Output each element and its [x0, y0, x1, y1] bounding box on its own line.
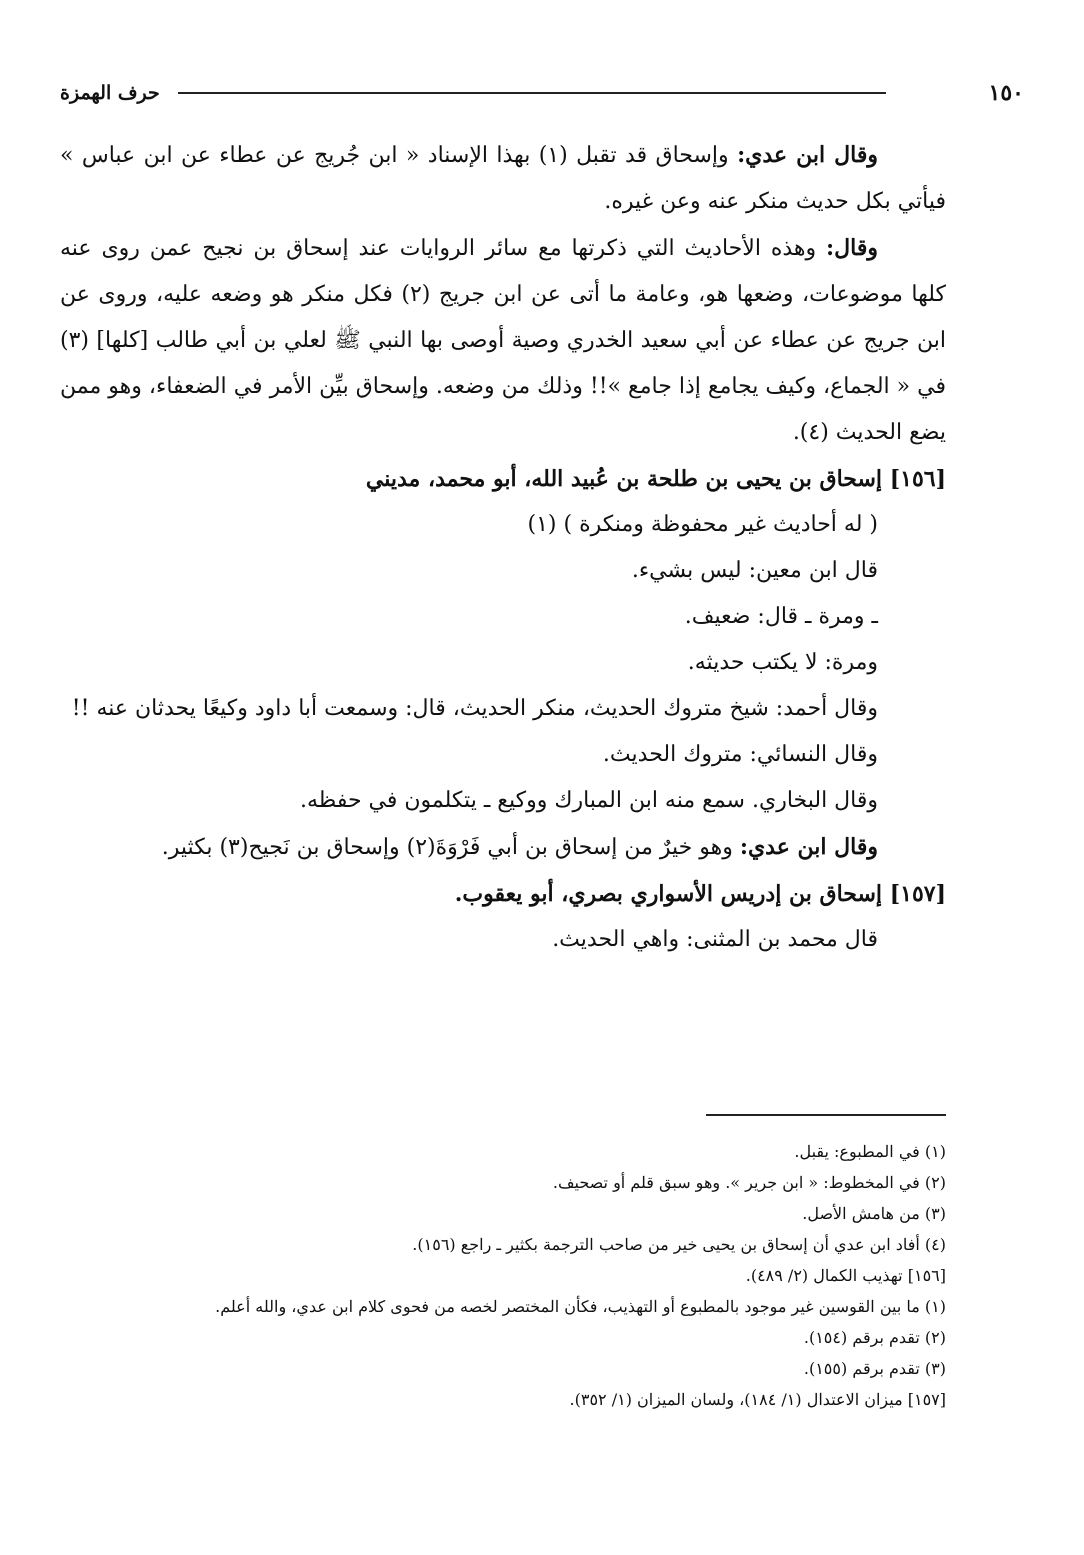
- entry-156-line: وقال النسائي: متروك الحديث.: [602, 742, 878, 767]
- entry-156-line: ـ ومرة ـ قال: ضعيف.: [684, 604, 878, 629]
- entry-156-line: وقال البخاري. سمع منه ابن المبارك ووكيع ـ يتكلمون في حفظه.: [299, 788, 878, 813]
- entry-156-line: [60, 824, 946, 871]
- paragraph-ibn-adi-1: [60, 132, 946, 225]
- speaker-label: وقال:: [826, 235, 878, 261]
- footnote-separator: [706, 1114, 946, 1116]
- footnote: (٢) تقدم برقم (١٥٤).: [803, 1328, 946, 1347]
- entry-heading-156: [١٥٦] إسحاق بن يحيى بن طلحة بن عُبيد الله، أبو محمد، مديني: [365, 466, 946, 492]
- header-rule: [178, 92, 886, 94]
- paragraph-text: وهو خيرٌ من إسحاق بن أبي فَرْوَةَ(٢) وإسحاق بن نَجيح(٣) بكثير.: [161, 835, 733, 860]
- speaker-label: وقال ابن عدي:: [737, 142, 879, 168]
- entry-156-line: ومرة: لا يكتب حديثه.: [687, 650, 878, 675]
- footnote: (٣) تقدم برقم (١٥٥).: [803, 1359, 946, 1378]
- footnote: (٤) أفاد ابن عدي أن إسحاق بن يحيى خير من صاحب الترجمة بكثير ـ راجع (١٥٦).: [412, 1235, 946, 1254]
- paragraph-text: وإسحاق قد تقبل (١) بهذا الإسناد « ابن جُريج عن عطاء عن ابن عباس » فيأتي بكل حديث منكر عنه وعن غيره.: [60, 143, 946, 214]
- paragraph-text: وهذه الأحاديث التي ذكرتها مع سائر الروايات عند إسحاق بن نجيح عمن روى عنه كلها موضوعات، وضعها هو، وعامة ما أتى عن ابن جريج (٢) فكل منكر هو وضعه عليه، وروى عن ابن جريج عن عطاء عن أبي سعيد الخدري وصية أوصى بها النبي ﷺ لعلي بن أبي طالب [كلها] (٣) في « الجماع، وكيف يجامع إذا جامع »!! وذلك من وضعه. وإسحاق بيِّن الأمر في الضعفاء، وهو ممن يضع الحديث (٤).: [60, 236, 946, 445]
- footnotes: [80, 1136, 946, 1415]
- entry-156-line: وقال أحمد: شيخ متروك الحديث، منكر الحديث، قال: وسمعت أبا داود وكيعًا يحدثان عنه !!: [71, 696, 878, 721]
- speaker-label: وقال ابن عدي:: [739, 834, 878, 860]
- footnote: (٣) من هامش الأصل.: [802, 1204, 946, 1223]
- running-header: [60, 78, 1024, 108]
- entry-156-note: ( له أحاديث غير محفوظة ومنكرة ) (١): [527, 512, 878, 537]
- page-number: ١٥٠: [988, 80, 1024, 106]
- paragraph-qala: [60, 225, 946, 456]
- footnote-source: [١٥٦] تهذيب الكمال (٢/ ٤٨٩).: [745, 1266, 946, 1285]
- main-text: [60, 132, 946, 963]
- footnote: (١) في المطبوع: يقبل.: [794, 1142, 946, 1161]
- footnote: (١) ما بين القوسين غير موجود بالمطبوع أو التهذيب، فكأن المختصر لخصه من فحوى كلام ابن عدي، والله أعلم.: [215, 1297, 946, 1316]
- entry-157-line: قال محمد بن المثنى: واهي الحديث.: [552, 927, 878, 952]
- chapter-title: حرف الهمزة: [60, 82, 160, 104]
- footnote: (٢) في المخطوط: « ابن جرير ». وهو سبق قلم أو تصحيف.: [552, 1173, 946, 1192]
- entry-heading-157: [١٥٧] إسحاق بن إدريس الأسواري بصري، أبو يعقوب.: [454, 881, 946, 907]
- entry-156-line: قال ابن معين: ليس بشيء.: [631, 558, 878, 583]
- footnote-source: [١٥٧] ميزان الاعتدال (١/ ١٨٤)، ولسان الميزان (١/ ٣٥٢).: [569, 1390, 946, 1409]
